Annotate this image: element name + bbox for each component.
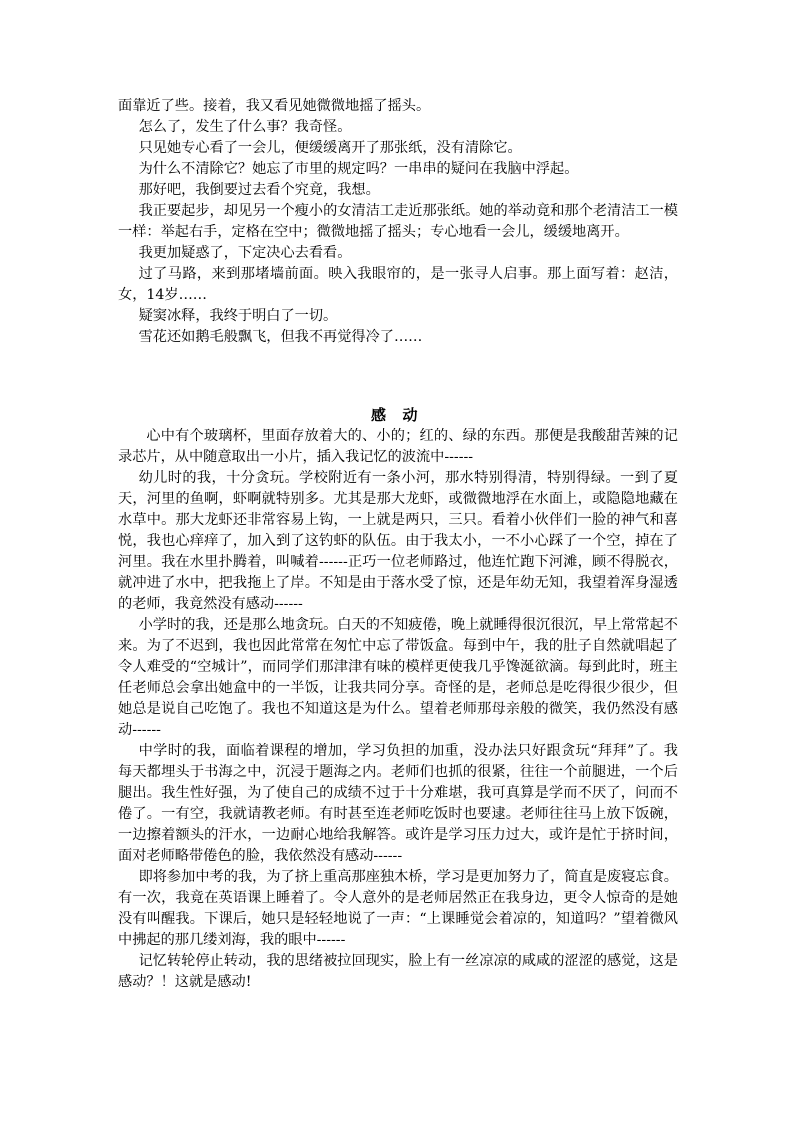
story-ending-section [118, 96, 678, 348]
essay-title: 感动 [370, 406, 434, 424]
paragraph: 即将参加中考的我，为了挤上重高那座独木桥，学习是更加努力了，简直是废寝忘食。有一次，我竟在英语课上睡着了。令人意外的是老师居然正在我身边，更令人惊奇的是她没有叫醒我。下课后，她只是轻轻地说了一声：“上课睡觉会着凉的，知道吗？”望着微风中拂起的那几缕刘海，我的眼中------ [118, 869, 678, 948]
paragraph: 那好吧，我倒要过去看个究竟，我想。 [138, 182, 380, 198]
paragraph: 小学时的我，还是那么地贪玩。白天的不知疲倦，晚上就睡得很沉很沉，早上常常起不来。为了不迟到，我也因此常常在匆忙中忘了带饭盒。每到中午，我的肚子自然就唱起了令人难受的“空城计”，而同学们那津津有味的模样更使我几乎馋涎欲滴。每到此时，班主任老师总会拿出她盒中的一半饭，让我共同分享。奇怪的是，老师总是吃得很少很少，但她总是说自己吃饱了。我也不知道这是为什么。望着老师那母亲般的微笑，我仍然没有感动------ [118, 617, 678, 738]
paragraph: 记忆转轮停止转动，我的思绪被拉回现实，脸上有一丝凉凉的咸咸的涩涩的感觉，这是感动？！这就是感动! [118, 953, 678, 990]
paragraph: 疑窦冰释，我终于明白了一切。 [138, 308, 338, 324]
paragraph: 心中有个玻璃杯，里面存放着大的、小的；红的、绿的东西。那便是我酸甜苦辣的记录芯片，从中随意取出一小片，插入我记忆的波流中------ [118, 428, 678, 465]
paragraph: 为什么不清除它？她忘了市里的规定吗？一串串的疑问在我脑中浮起。 [138, 161, 579, 177]
paragraph: 中学时的我，面临着课程的增加，学习负担的加重，没办法只好跟贪玩“拜拜”了。我每天都埋头于书海之中，沉浸于题海之内。老师们也抓的很紧，往往一个前腿进，一个后腿出。我生性好强，为了使自己的成绩不过于十分难堪，我可真算是学而不厌了，问而不倦了。一有空，我就请教老师。有时甚至连老师吃饭时也要逮。老师往往马上放下饭碗，一边擦着额头的汗水，一边耐心地给我解答。或许是学习压力过大，或许是忙于挤时间，面对老师略带倦色的脸，我依然没有感动------ [118, 743, 678, 864]
paragraph: 我正要起步，却见另一个瘦小的女清洁工走近那张纸。她的举动竟和那个老清洁工一模一样：举起右手，定格在空中；微微地摇了摇头；专心地看一会儿，缓缓地离开。 [118, 203, 678, 240]
paragraph: 我更加疑惑了，下定决心去看看。 [138, 245, 352, 261]
paragraph: 幼儿时的我，十分贪玩。学校附近有一条小河，那水特别得清，特别得绿。一到了夏天，河里的鱼啊，虾啊就特别多。尤其是那大龙虾，或微微地浮在水面上，或隐隐地藏在水草中。那大龙虾还非常容易上钩，一上就是两只，三只。看着小伙伴们一脸的神气和喜悦，我也心痒痒了，加入到了这钓虾的队伍。由于我太小，一不小心踩了一个空，掉在了河里。我在水里扑腾着，叫喊着------正巧一位老师路过，他连忙跑下河滩，顾不得脱衣，就冲进了水中，把我拖上了岸。不知是由于落水受了惊，还是年幼无知，我望着浑身湿透的老师，我竟然没有感动------ [118, 470, 678, 612]
paragraph: 雪花还如鹅毛般飘飞，但我不再觉得冷了…… [138, 329, 423, 345]
paragraph: 面靠近了些。接着，我又看见她微微地摇了摇头。 [118, 98, 431, 114]
paragraph: 过了马路，来到那堵墙前面。映入我眼帘的，是一张寻人启事。那上面写着：赵洁，女，14岁…… [118, 266, 678, 303]
essay-section [118, 405, 678, 993]
paragraph: 只见她专心看了一会儿，便缓缓离开了那张纸，没有清除它。 [138, 140, 522, 156]
paragraph: 怎么了，发生了什么事？我奇怪。 [138, 119, 352, 135]
